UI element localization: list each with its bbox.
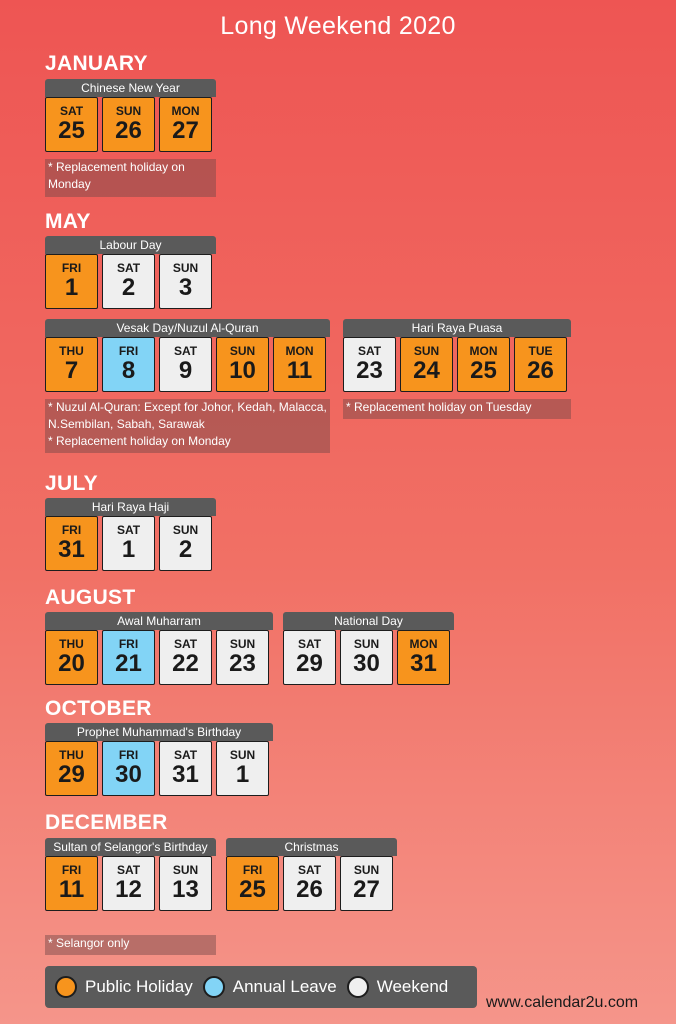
- day-row: [45, 630, 273, 685]
- day-number: 24: [413, 357, 440, 384]
- day-cell-public: [514, 337, 567, 392]
- day-of-week: SUN: [172, 261, 199, 275]
- day-of-week: SAT: [173, 344, 198, 358]
- page-title: Long Weekend 2020: [220, 12, 456, 40]
- month-heading-august: AUGUST: [45, 586, 136, 609]
- day-number: 1: [235, 761, 250, 788]
- holiday-group-chinese-new-year: [45, 79, 216, 152]
- day-cell-leave: [102, 741, 155, 796]
- day-cell-public: [45, 630, 98, 685]
- day-of-week: TUE: [528, 344, 553, 358]
- day-number: 26: [115, 117, 142, 144]
- note-text: * Replacement holiday on Tuesday: [346, 400, 532, 414]
- day-number: 9: [178, 357, 193, 384]
- day-number: 31: [58, 536, 85, 563]
- day-number: 25: [239, 876, 266, 903]
- day-of-week: SAT: [116, 863, 141, 877]
- day-number: 23: [229, 650, 256, 677]
- holiday-name: Awal Muharram: [45, 612, 273, 630]
- holiday-group-christmas: [226, 838, 397, 911]
- day-row: [45, 97, 216, 152]
- day-row: [343, 337, 571, 392]
- day-row: [45, 337, 330, 392]
- note-text: * Replacement holiday on Monday: [48, 160, 185, 191]
- day-cell-public: [45, 741, 98, 796]
- day-cell-leave: [102, 630, 155, 685]
- month-heading-october: OCTOBER: [45, 697, 152, 720]
- day-row: [283, 630, 454, 685]
- day-cell-weekend: [340, 630, 393, 685]
- day-of-week: SUN: [413, 344, 440, 358]
- legend-item-weekend: [347, 976, 449, 998]
- day-cell-public: [45, 97, 98, 152]
- holiday-group-national-day: [283, 612, 454, 685]
- day-cell-weekend: [102, 254, 155, 309]
- day-of-week: SUN: [115, 104, 142, 118]
- day-number: 27: [353, 876, 380, 903]
- day-cell-public: [102, 97, 155, 152]
- day-cell-public: [400, 337, 453, 392]
- day-of-week: FRI: [118, 637, 139, 651]
- public-holiday-dot-icon: [55, 976, 77, 998]
- day-cell-public: [45, 856, 98, 911]
- day-of-week: SUN: [229, 637, 256, 651]
- day-cell-weekend: [283, 856, 336, 911]
- day-cell-public: [226, 856, 279, 911]
- day-of-week: THU: [59, 637, 84, 651]
- day-cell-public: [45, 337, 98, 392]
- day-cell-public: [457, 337, 510, 392]
- day-cell-weekend: [102, 856, 155, 911]
- legend-item-annual-leave: [203, 976, 337, 998]
- day-of-week: MON: [409, 637, 438, 651]
- day-cell-weekend: [159, 254, 212, 309]
- legend-label: Public Holiday: [85, 977, 193, 996]
- holiday-name: Chinese New Year: [45, 79, 216, 97]
- day-of-week: MON: [171, 104, 200, 118]
- day-row: [45, 856, 216, 911]
- legend: [45, 966, 477, 1008]
- note-vesak-nuzul: [45, 399, 330, 453]
- day-of-week: SAT: [297, 637, 322, 651]
- day-of-week: FRI: [242, 863, 263, 877]
- day-of-week: SAT: [116, 261, 141, 275]
- holiday-name: Labour Day: [45, 236, 216, 254]
- day-number: 29: [58, 761, 85, 788]
- holiday-name: Vesak Day/Nuzul Al-Quran: [45, 319, 330, 337]
- day-cell-public: [45, 254, 98, 309]
- holiday-name: Prophet Muhammad's Birthday: [45, 723, 273, 741]
- day-of-week: FRI: [61, 261, 82, 275]
- note-selangor-only: [45, 935, 216, 955]
- day-number: 31: [172, 761, 199, 788]
- day-number: 12: [115, 876, 142, 903]
- day-cell-weekend: [159, 741, 212, 796]
- holiday-name: Hari Raya Haji: [45, 498, 216, 516]
- day-cell-public: [45, 516, 98, 571]
- day-number: 20: [58, 650, 85, 677]
- day-of-week: THU: [59, 344, 84, 358]
- day-cell-public: [273, 337, 326, 392]
- month-heading-may: MAY: [45, 210, 91, 233]
- day-number: 26: [527, 357, 554, 384]
- day-number: 10: [229, 357, 256, 384]
- day-of-week: SAT: [59, 104, 84, 118]
- annual-leave-dot-icon: [203, 976, 225, 998]
- day-cell-public: [159, 97, 212, 152]
- holiday-group-sultan-selangor-birthday: [45, 838, 216, 911]
- day-number: 27: [172, 117, 199, 144]
- day-row: [45, 516, 216, 571]
- day-of-week: SAT: [173, 637, 198, 651]
- day-number: 3: [178, 274, 193, 301]
- day-cell-leave: [102, 337, 155, 392]
- day-of-week: SUN: [229, 344, 256, 358]
- day-of-week: SAT: [173, 748, 198, 762]
- legend-label: Annual Leave: [232, 977, 337, 996]
- holiday-name: Hari Raya Puasa: [343, 319, 571, 337]
- day-cell-weekend: [343, 337, 396, 392]
- day-number: 8: [121, 357, 136, 384]
- day-row: [226, 856, 397, 911]
- day-number: 2: [121, 274, 136, 301]
- site-url: www.calendar2u.com: [486, 994, 639, 1011]
- day-cell-weekend: [159, 516, 212, 571]
- day-of-week: MON: [469, 344, 498, 358]
- note-chinese-new-year: [45, 159, 216, 197]
- day-of-week: SUN: [172, 863, 199, 877]
- holiday-group-hari-raya-haji: [45, 498, 216, 571]
- legend-label: Weekend: [376, 977, 449, 996]
- day-cell-weekend: [216, 741, 269, 796]
- day-number: 30: [115, 761, 142, 788]
- day-cell-weekend: [102, 516, 155, 571]
- day-of-week: SUN: [353, 637, 380, 651]
- day-of-week: FRI: [118, 748, 139, 762]
- day-row: [45, 741, 273, 796]
- day-number: 23: [356, 357, 383, 384]
- day-of-week: SAT: [297, 863, 322, 877]
- day-number: 26: [296, 876, 323, 903]
- day-number: 22: [172, 650, 199, 677]
- day-number: 25: [58, 117, 85, 144]
- day-of-week: THU: [59, 748, 84, 762]
- day-cell-weekend: [216, 630, 269, 685]
- day-number: 21: [115, 650, 142, 677]
- day-of-week: FRI: [61, 523, 82, 537]
- day-cell-weekend: [340, 856, 393, 911]
- note-text: * Replacement holiday on Monday: [48, 434, 231, 448]
- day-cell-weekend: [159, 856, 212, 911]
- holiday-group-prophet-muhammad-birthday: [45, 723, 273, 796]
- holiday-name: National Day: [283, 612, 454, 630]
- day-row: [45, 254, 216, 309]
- day-of-week: SAT: [116, 523, 141, 537]
- day-of-week: SUN: [353, 863, 380, 877]
- day-cell-weekend: [283, 630, 336, 685]
- month-heading-december: DECEMBER: [45, 811, 168, 834]
- day-number: 13: [172, 876, 199, 903]
- legend-item-public-holiday: [55, 976, 193, 998]
- note-text: * Nuzul Al-Quran: Except for Johor, Kedah, Malacca, N.Sembilan, Sabah, Sarawak: [48, 400, 327, 431]
- day-of-week: FRI: [61, 863, 82, 877]
- day-of-week: SAT: [357, 344, 382, 358]
- holiday-group-labour-day: [45, 236, 216, 309]
- day-of-week: SUN: [172, 523, 199, 537]
- day-of-week: FRI: [118, 344, 139, 358]
- day-number: 31: [410, 650, 437, 677]
- holiday-group-awal-muharram: [45, 612, 273, 685]
- day-number: 1: [64, 274, 79, 301]
- month-heading-july: JULY: [45, 472, 98, 495]
- day-cell-weekend: [159, 630, 212, 685]
- note-hari-raya-puasa: [343, 399, 571, 419]
- day-of-week: SUN: [229, 748, 256, 762]
- month-heading-january: JANUARY: [45, 52, 148, 75]
- day-number: 29: [296, 650, 323, 677]
- day-cell-public: [397, 630, 450, 685]
- day-cell-public: [216, 337, 269, 392]
- holiday-group-vesak-nuzul: [45, 319, 330, 392]
- day-number: 7: [64, 357, 79, 384]
- weekend-dot-icon: [347, 976, 369, 998]
- day-number: 25: [470, 357, 497, 384]
- day-number: 30: [353, 650, 380, 677]
- day-number: 2: [178, 536, 193, 563]
- day-number: 11: [286, 357, 313, 384]
- note-text: * Selangor only: [48, 936, 130, 950]
- day-of-week: MON: [285, 344, 314, 358]
- holiday-name: Sultan of Selangor's Birthday: [45, 838, 216, 856]
- holiday-name: Christmas: [226, 838, 397, 856]
- day-number: 11: [58, 876, 85, 903]
- day-number: 1: [121, 536, 136, 563]
- holiday-group-hari-raya-puasa: [343, 319, 571, 392]
- day-cell-weekend: [159, 337, 212, 392]
